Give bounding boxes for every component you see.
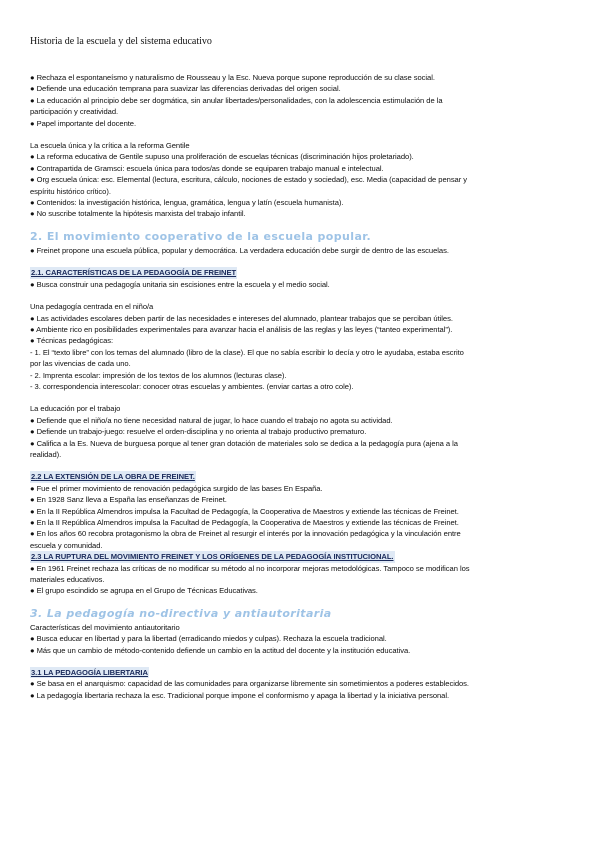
document-body bbox=[30, 72, 575, 701]
list-item: ● Rechaza el espontaneísmo y naturalismo de Rousseau y la Esc. Nueva porque supone reproducción de su clase social. bbox=[30, 73, 435, 82]
gentile-section bbox=[30, 140, 575, 220]
list-item: ● No suscribe totalmente la hipótesis marxista del trabajo infantil. bbox=[30, 209, 246, 219]
list-item: ● Busca educar en libertad y para la libertad (erradicando miedos y culpas). Rechaza la escuela tradicional. bbox=[30, 634, 387, 644]
list-item: ● Técnicas pedagógicas: bbox=[30, 336, 114, 346]
list-item: realidad). bbox=[30, 449, 62, 459]
intro-list bbox=[30, 72, 575, 129]
list-item: escuela y comunidad. bbox=[30, 540, 103, 550]
subsection-2-2-title: 2.2 LA EXTENSIÓN DE LA OBRA DE FREINET. bbox=[31, 472, 195, 482]
subheading-antiautoritario: Características del movimiento antiautoritario bbox=[30, 622, 180, 632]
list-item: ● Ambiente rico en posibilidades experimentales para avanzar hacia el análisis de las reglas y las leyes (“tanteo experimental”). bbox=[30, 324, 453, 334]
subsection-2-1-title: 2.1. CARACTERÍSTICAS DE LA PEDAGOGÍA DE FREINET bbox=[31, 268, 237, 278]
page-header: Historia de la escuela y del sistema educativo bbox=[30, 36, 212, 47]
list-item: por las vivencias de cada uno. bbox=[30, 359, 131, 369]
section-2-title: 2. El movimiento cooperativo de la escuela popular. bbox=[30, 229, 372, 243]
list-item: ● Defiende una educación temprana para suavizar las diferencias derivadas del origen social. bbox=[30, 84, 341, 94]
list-item: ● Fue el primer movimiento de renovación pedagógica surgido de las bases En España. bbox=[30, 483, 323, 493]
list-item: ● En 1928 Sanz lleva a España las enseñanzas de Freinet. bbox=[30, 495, 227, 505]
list-item: ● Califica a la Es. Nueva de burguesa porque al tener gran dotación de materiales solo se dedica a la pedagogía pura (ajena a la bbox=[30, 438, 458, 448]
list-item: ● La reforma educativa de Gentile supuso una proliferación de escuelas técnicas (discriminación hijos proletariado). bbox=[30, 152, 414, 162]
subsection-2-3-title: 2.3 LA RUPTURA DEL MOVIMIENTO FREINET Y LOS ORÍGENES DE LA PEDAGOGÍA INSTITUCIONAL. bbox=[31, 552, 394, 562]
list-item: ● En la II República Almendros impulsa la Facultad de Pedagogía, la Cooperativa de Maestros y extiende las técnicas de Freinet. bbox=[30, 506, 459, 516]
list-item: ● En los años 60 recobra protagonismo la obra de Freinet al resurgir el interés por la innovación pedagógica y la vinculación entre bbox=[30, 529, 461, 539]
list-item: materiales educativos. bbox=[30, 575, 105, 585]
subsection-3-1-title: 3.1 LA PEDAGOGÍA LIBERTARIA bbox=[31, 668, 148, 678]
list-item: ● Papel importante del docente. bbox=[30, 118, 137, 128]
list-item: - 2. Imprenta escolar: impresión de los textos de los alumnos (lecturas clase). bbox=[30, 370, 287, 380]
list-item: ● Defiende que el niño/a no tiene necesidad natural de jugar, lo hace cuando el trabajo no agota su actividad. bbox=[30, 415, 393, 425]
list-item: ● Se basa en el anarquismo: capacidad de las comunidades para organizarse libremente sin sometimientos a poderes establecidos. bbox=[30, 679, 469, 689]
list-item: ● Las actividades escolares deben partir de las necesidades e intereses del alumnado, plantear trabajos que se perciban útiles. bbox=[30, 313, 453, 323]
list-item: - 1. El “texto libre” con los temas del alumnado (libro de la clase). El que no sabía escribir lo decía y otro le ayudaba, estaba escrito bbox=[30, 347, 464, 357]
list-item: ● La educación al principio debe ser dogmática, sin anular libertades/personalidades, con la adolescencia estimulación de la bbox=[30, 95, 443, 105]
list-item: ● La pedagogía libertaria rechaza la esc. Tradicional porque impone el conformismo y apaga la libertad y la iniciativa personal. bbox=[30, 690, 450, 700]
list-item: espíritu histórico crítico). bbox=[30, 186, 111, 196]
list-item: participación y creatividad. bbox=[30, 107, 119, 117]
list-item: ● Contrapartida de Gramsci: escuela única para todos/as donde se equiparen trabajo manual e intelectual. bbox=[30, 163, 384, 173]
list-item: - 3. correspondencia interescolar: conocer otras escuelas y ambientes. (enviar cartas a otro cole). bbox=[30, 381, 354, 391]
list-item: ● El grupo escindido se agrupa en el Grupo de Técnicas Educativas. bbox=[30, 586, 258, 596]
section-3-title: 3. La pedagogía no-directiva y antiautoritaria bbox=[30, 606, 332, 620]
section-2-intro: ● Freinet propone una escuela pública, popular y democrática. La verdadera educación debe surgir de dentro de las escuelas. bbox=[30, 245, 449, 255]
list-item: ● Más que un cambio de método-contenido defiende un cambio en la actitud del docente y la institución educativa. bbox=[30, 645, 411, 655]
list-item: ● Contenidos: la investigación histórica, lengua, gramática, lengua y latín (escuela humanista). bbox=[30, 198, 344, 208]
subheading-gentile: La escuela única y la crítica a la reforma Gentile bbox=[30, 141, 190, 151]
list-item: ● Org escuela única: esc. Elemental (lectura, escritura, cálculo, nociones de estado y sociedad), esc. Media (capacidad de pensar y bbox=[30, 175, 468, 185]
list-item: ● En 1961 Freinet rechaza las críticas de no modificar su método al no incorporar mejoras metodológicas. Tampoco se modifican los bbox=[30, 563, 470, 573]
list-item: ● En la II República Almendros impulsa la Facultad de Pedagogía, la Cooperativa de Maestros y extiende las técnicas de Freinet. bbox=[30, 518, 459, 527]
list-item: ● Defiende un trabajo-juego: resuelve el orden-disciplina y no orienta al trabajo productivo prematuro. bbox=[30, 427, 367, 437]
subheading-ninos: Una pedagogía centrada en el niño/a bbox=[30, 302, 154, 312]
list-item: ● Busca construir una pedagogía unitaria sin escisiones entre la escuela y el medio social. bbox=[30, 279, 330, 289]
subheading-trabajo: La educación por el trabajo bbox=[30, 404, 121, 414]
